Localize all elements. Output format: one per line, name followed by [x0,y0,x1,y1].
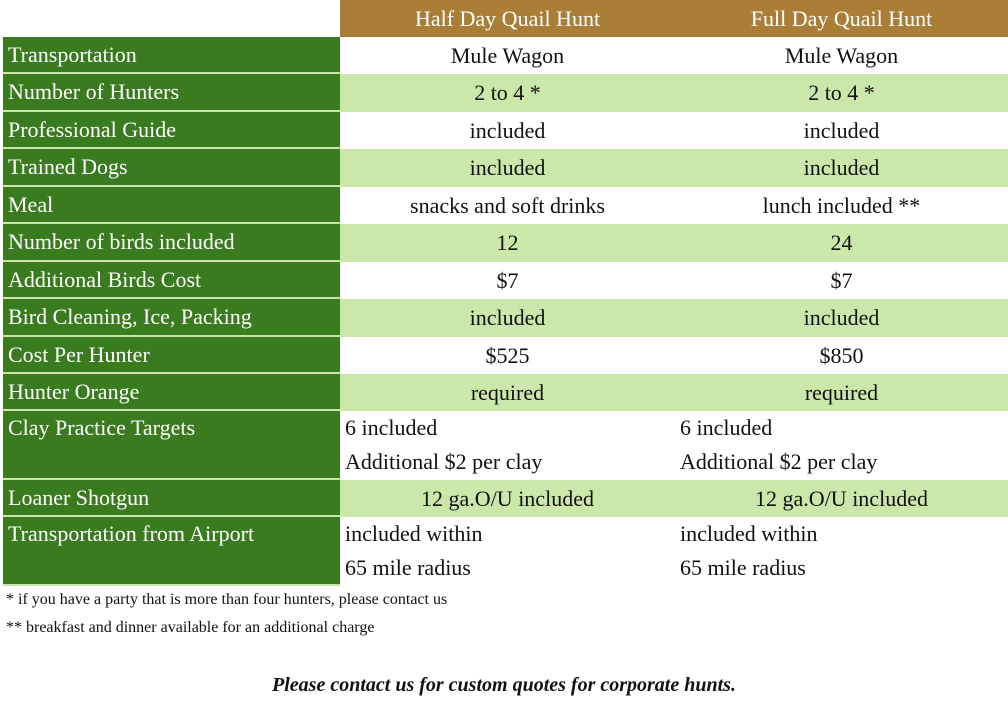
table-row [0,187,1008,224]
row-label: Meal [3,187,340,224]
cell-full-day [675,517,1008,586]
cell-full-day [675,112,1008,149]
cell-text: required [804,380,879,405]
cell-text: 2 to 4 * [808,80,875,105]
cell-text: Additional $2 per clay [680,449,878,474]
cell-text: 12 ga.O/U included [421,486,594,511]
cell-half-day [340,411,675,480]
cell-full-day [675,480,1008,517]
cell-text: $850 [819,343,864,368]
cell-text: included [803,155,880,180]
cell-full-day [675,411,1008,480]
row-label: Additional Birds Cost [3,262,340,299]
cell-half-day [340,337,675,374]
table-row [0,112,1008,149]
cell-text: Mule Wagon [784,43,899,68]
cell-text: $7 [496,268,519,293]
table-row [0,374,1008,411]
cell-full-day [675,37,1008,74]
table-row [0,337,1008,374]
row-label: Cost Per Hunter [3,337,340,374]
cell-text: 24 [830,230,853,255]
cell-text: lunch included ** [762,193,921,218]
header-half-day: Half Day Quail Hunt [340,0,675,37]
cell-half-day [340,517,675,586]
cell-half-day [340,74,675,112]
row-label: Number of birds included [3,224,340,262]
cell-half-day [340,112,675,149]
cell-half-day [340,37,675,74]
row-label: Professional Guide [3,112,340,149]
cell-text: $7 [830,268,853,293]
table-row [0,149,1008,187]
cell-full-day [675,299,1008,337]
cell-full-day [675,224,1008,262]
cell-text: included within [345,521,483,546]
table-row [0,517,1008,586]
header-full-day: Full Day Quail Hunt [675,0,1008,37]
cell-text: 65 mile radius [680,555,806,580]
cell-text: 12 [496,230,519,255]
row-label: Transportation from Airport [3,517,340,586]
cell-text: 2 to 4 * [474,80,541,105]
cell-text: 6 included [680,415,773,440]
cell-half-day [340,299,675,337]
cell-full-day [675,262,1008,299]
cell-half-day [340,149,675,187]
cell-full-day [675,187,1008,224]
table-row [0,411,1008,480]
footnote-meals: ** breakfast and dinner available for an additional charge [6,619,375,636]
cell-half-day [340,262,675,299]
cell-text: included [469,305,546,330]
row-label: Loaner Shotgun [3,480,340,517]
cell-text: included [469,155,546,180]
table-row [0,262,1008,299]
corporate-quote-note: Please contact us for custom quotes for corporate hunts. [272,674,736,696]
table-row [0,299,1008,337]
table-row [0,224,1008,262]
cell-half-day [340,480,675,517]
cell-full-day [675,374,1008,411]
cell-text: 12 ga.O/U included [755,486,928,511]
row-label: Number of Hunters [3,74,340,112]
cell-text: Mule Wagon [450,43,565,68]
row-label: Transportation [3,37,340,74]
table-row [0,37,1008,74]
cell-text: 65 mile radius [345,555,471,580]
cell-text: included within [680,521,818,546]
cell-full-day [675,337,1008,374]
footnote-hunters: * if you have a party that is more than four hunters, please contact us [6,591,448,608]
cell-text: required [470,380,545,405]
cell-half-day [340,224,675,262]
cell-text: included [469,118,546,143]
cell-text: included [803,305,880,330]
cell-half-day [340,374,675,411]
cell-text: $525 [485,343,530,368]
row-label: Clay Practice Targets [3,411,340,480]
table-row [0,74,1008,112]
cell-full-day [675,74,1008,112]
cell-full-day [675,149,1008,187]
row-label: Trained Dogs [3,149,340,187]
table-row [0,480,1008,517]
row-label: Hunter Orange [3,374,340,411]
cell-text: snacks and soft drinks [410,193,605,218]
cell-text: Additional $2 per clay [345,449,543,474]
cell-text: included [803,118,880,143]
row-label: Bird Cleaning, Ice, Packing [3,299,340,337]
cell-half-day [340,187,675,224]
cell-text: 6 included [345,415,438,440]
